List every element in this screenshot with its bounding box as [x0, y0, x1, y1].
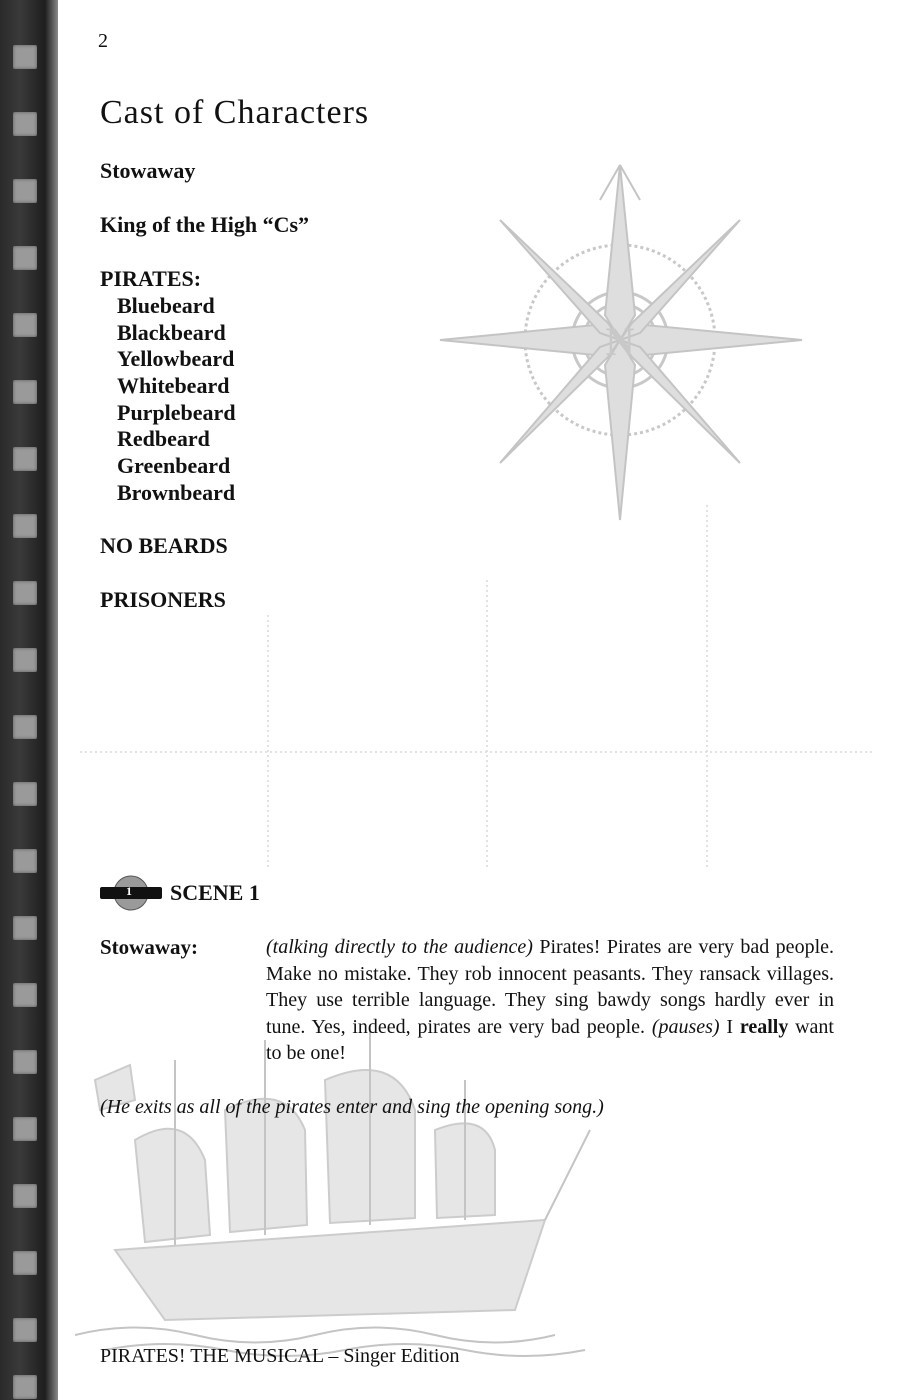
cast-pirate-item: Purplebeard — [117, 400, 236, 425]
cast-pirates-heading: PIRATES: — [100, 266, 202, 291]
film-hole — [13, 849, 37, 873]
scene-heading — [100, 875, 260, 911]
film-hole — [13, 782, 37, 806]
cast-pirate-item: Bluebeard — [117, 293, 215, 318]
stage-direction: (He exits as all of the pirates enter and sing the opening song.) — [100, 1096, 604, 1118]
speaker-name: Stowaway: — [100, 935, 198, 959]
film-hole — [13, 313, 37, 337]
dialogue-line: Pirates! Pirates are very bad people. Make no mistake. They rob innocent peasants. They ransack villages. They use terrible language. They sing bawdy songs hardly ever in tune. Yes, indeed, pirates are very bad people. — [266, 936, 834, 1038]
film-hole — [13, 514, 37, 538]
film-hole — [13, 648, 37, 672]
cast-pirate-item: Whitebeard — [117, 373, 230, 398]
cast-pirate-item: Yellowbeard — [117, 346, 235, 371]
film-hole — [13, 380, 37, 404]
dialogue-emphasis: really — [739, 1015, 789, 1038]
film-hole — [13, 1184, 37, 1208]
dialogue-direction: (pauses) — [651, 1015, 720, 1038]
compass-rose-icon — [430, 145, 810, 530]
cast-pirate-item: Redbeard — [117, 426, 210, 451]
page-number: 2 — [98, 30, 108, 52]
film-hole — [13, 179, 37, 203]
film-hole — [13, 1050, 37, 1074]
cast-item-prisoners: PRISONERS — [100, 587, 226, 612]
page-footer: PIRATES! THE MUSICAL – Singer Edition — [100, 1345, 460, 1367]
film-hole — [13, 983, 37, 1007]
film-hole — [13, 246, 37, 270]
cast-item-no-beards: NO BEARDS — [100, 533, 228, 558]
cast-item-stowaway: Stowaway — [100, 158, 196, 183]
film-hole — [13, 45, 37, 69]
svg-text:N: N — [605, 319, 635, 364]
scene-label: SCENE 1 — [170, 880, 260, 905]
cd-track-icon — [100, 875, 162, 911]
film-hole — [13, 1117, 37, 1141]
dialogue-text — [266, 934, 834, 1067]
film-hole — [13, 447, 37, 471]
track-number: 1 — [126, 884, 132, 898]
ship-icon — [75, 1020, 595, 1360]
cast-pirate-item: Blackbeard — [117, 320, 226, 345]
cast-pirate-item: Greenbeard — [117, 453, 231, 478]
cast-item-king: King of the High “Cs” — [100, 212, 310, 237]
film-hole — [13, 715, 37, 739]
dialogue-direction: (talking directly to the audience) — [266, 936, 533, 958]
film-hole — [13, 1318, 37, 1342]
film-hole — [13, 1251, 37, 1275]
cast-pirate-item: Brownbeard — [117, 480, 236, 505]
film-strip — [0, 0, 58, 1400]
page-title: Cast of Characters — [100, 94, 370, 131]
dialogue-line: I — [719, 1015, 740, 1038]
film-hole — [13, 1375, 37, 1399]
film-hole — [13, 112, 37, 136]
film-hole — [13, 581, 37, 605]
film-hole — [13, 916, 37, 940]
dialogue-line: want to be one! — [266, 1015, 834, 1064]
